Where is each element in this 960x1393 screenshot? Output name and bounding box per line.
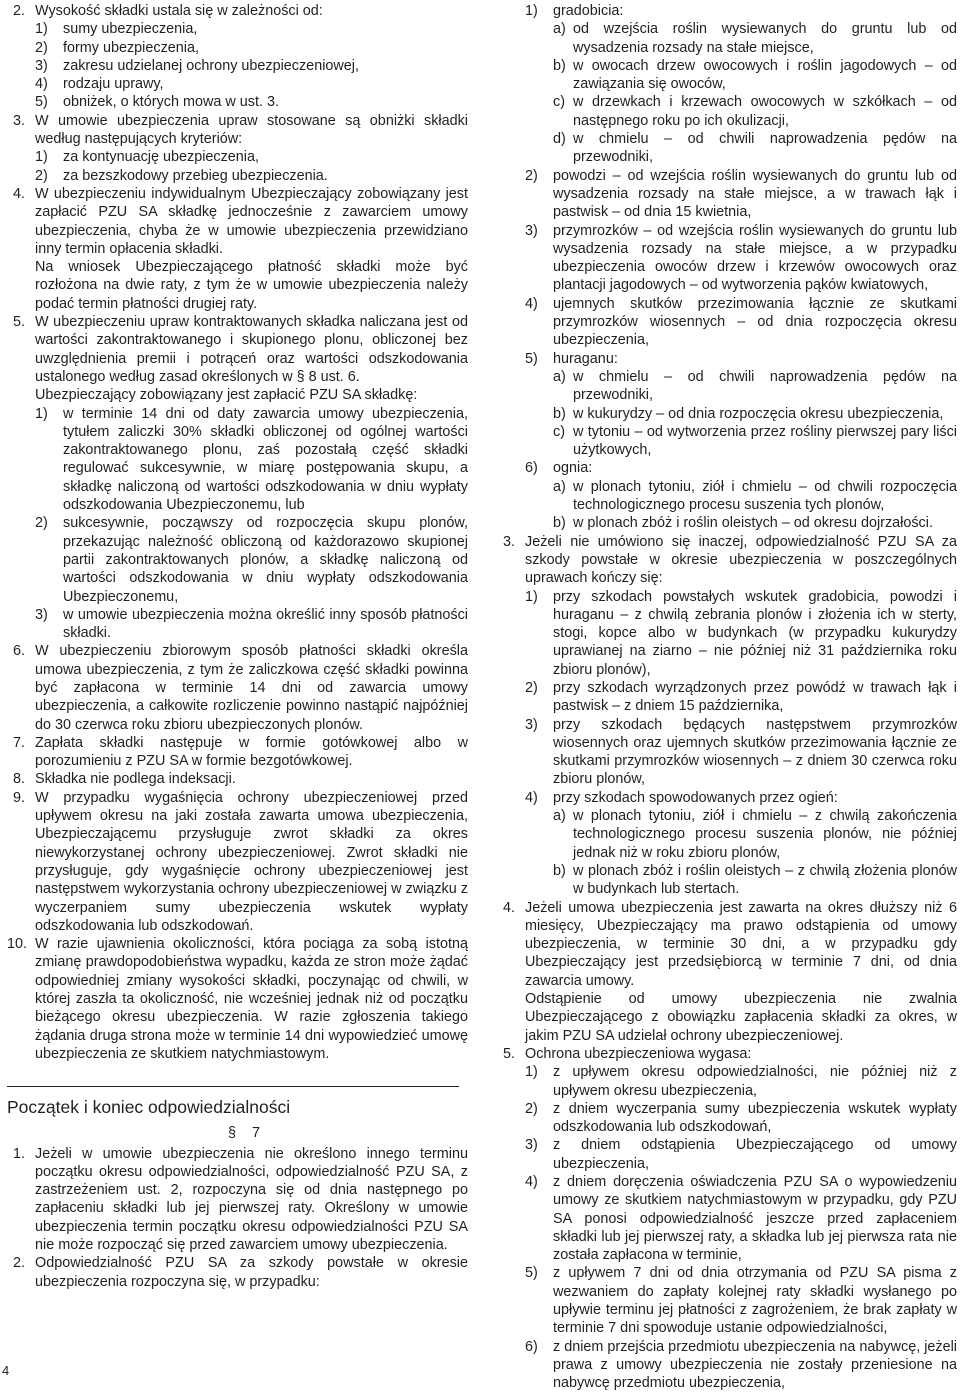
item-text: zakresu udzielanej ochrony ubezpieczeniowej, <box>63 57 359 74</box>
item-number: 5) <box>35 94 48 111</box>
list-item <box>497 57 957 94</box>
item-text: z upływem 7 dni od dnia otrzymania od PZU SA pisma z wezwaniem do zapłaty kolejnej raty składki wysłanego po upływie terminu jej płatności z zagrożeniem, że brak zapłaty w terminie 7 dni spowoduje ustanie odpowiedzialności, <box>553 1265 957 1337</box>
list-item <box>497 93 957 130</box>
left-column <box>7 2 468 1291</box>
item-text: rodzaju uprawy, <box>63 76 164 93</box>
section-number: 7 <box>252 1125 261 1142</box>
item-number: 3) <box>35 57 48 74</box>
list-item <box>7 405 468 515</box>
list-item <box>497 459 957 477</box>
item-number: b) <box>553 57 566 74</box>
item-text: ognia: <box>553 460 593 477</box>
item-number: 6. <box>13 643 26 660</box>
left-items-a <box>7 2 468 1063</box>
item-text: W przypadku wygaśnięcia ochrony ubezpieczeniowej przed upływem okresu na jaki została zawarta umowa ubezpieczenia, Ubezpieczającemu przysługuje zwrot składki za okres niewykorzystanej ochrony ubezpieczeniowej. Zwrot składki nie przysługuje, gdy wygaśnięcie ochrony ubezpieczeniowej jest następstwem wykorzystania ochrony ubezpieczeniowej w związku z wyczerpaniem sumy ubezpieczenia wskutek wypłaty odszkodowania lub odszkodowań. <box>35 789 468 934</box>
item-number: 2. <box>13 1255 26 1272</box>
item-text: w terminie 14 dni od daty zawarcia umowy ubezpieczenia, tytułem zaliczki 30% składki obliczonej od ogólnej wartości zakontraktowanego plonu, zaś pozostałą część składki regulować sukcesywnie, w miarę postępowania skupu, a składkę naliczoną od wartości odszkodowania w dniu wypłaty odszkodowania Ubezpieczonemu, lub <box>63 405 468 514</box>
item-text: w plonach zbóż i roślin oleistych – od okresu dojrzałości. <box>573 515 933 532</box>
list-item <box>7 75 468 93</box>
item-text: w plonach tytoniu, ziół i chmielu – z chwilą zakończenia technologicznego procesu suszenia plonów, nie później jednak niż w roku zbioru plonów, <box>573 808 957 861</box>
item-number: 6) <box>525 460 538 477</box>
item-number: 5. <box>503 1045 516 1062</box>
item-text: Ochrona ubezpieczeniowa wygasa: <box>525 1045 752 1062</box>
item-text: z upływem okresu odpowiedzialności, nie później niż z upływem okresu ubezpieczenia, <box>553 1064 957 1099</box>
item-text: Jeżeli umowa ubezpieczenia jest zawarta na okres dłuższy niż 6 miesięcy, Ubezpieczający ma prawo odstąpienia od umowy ubezpieczenia, w terminie 30 dni, a w przypadku gdy Ubezpieczający jest przedsiębiorcą w terminie 7 dni, od dnia zawarcia umowy. <box>525 899 957 989</box>
list-item <box>497 423 957 460</box>
item-text: przy szkodach będących następstwem przymrozków wiosennych oraz ujemnych skutków przezimowania łącznie ze skutkami przymrozków wiosennych – z dniem 30 czerwca roku zbioru plonów, <box>553 716 957 788</box>
item-text: w tytoniu – od wytworzenia przez rośliny pierwszej pary liści użytkowych, <box>573 423 957 459</box>
list-item <box>497 2 957 20</box>
list-item <box>7 39 468 57</box>
item-text: Na wniosek Ubezpieczającego płatność składki może być rozłożona na dwie raty, z tym że w umowie ubezpieczenia należy podać termin płatności drugiej raty. <box>35 259 468 312</box>
left-items-b <box>7 1145 468 1291</box>
item-text: W ubezpieczeniu upraw kontraktowanych składka naliczana jest od wartości zakontraktowanego i skupionego plonu, obliczonej bez uwzględnienia premii i potrąceń oraz wartości odszkodowania ustalonego według zasad określonych w § 8 ust. 6. <box>35 314 468 385</box>
list-item <box>497 1264 957 1337</box>
list-item <box>497 807 957 862</box>
item-text: sumy ubezpieczenia, <box>63 21 198 38</box>
item-number: b) <box>553 862 566 879</box>
list-item <box>497 1063 957 1100</box>
item-number: 3) <box>35 606 48 623</box>
list-item <box>497 1045 957 1063</box>
item-text: przy szkodach wyrządzonych przez powódź w trawach łąk i pastwisk – z dniem 15 października, <box>553 679 957 715</box>
list-item <box>497 368 957 405</box>
list-item <box>497 1136 957 1173</box>
item-text: w chmielu – od chwili naprowadzenia pędów na przewodniki, <box>573 368 957 404</box>
item-number: 1) <box>525 1064 538 1081</box>
item-number: 2. <box>13 3 26 19</box>
item-text: w drzewkach i krzewach owocowych w szkółkach – od następnego roku po ich okulizacji, <box>573 94 957 129</box>
list-item <box>497 405 957 423</box>
item-text: w plonach tytoniu, ziół i chmielu – od chwili rozpoczęcia technologicznego procesu suszenia tych plonów, <box>573 478 957 514</box>
item-number: c) <box>553 423 565 440</box>
item-text: W umowie ubezpieczenia upraw stosowane są obniżki składki według następujących kryteriów: <box>35 112 468 148</box>
item-text: w plonach zbóż i roślin oleistych – z chwilą złożenia plonów w budynkach lub stertach. <box>573 862 957 898</box>
list-item <box>7 258 468 313</box>
list-item <box>497 478 957 515</box>
section-heading: Początek i koniec odpowiedzialności <box>7 1097 291 1118</box>
section-divider <box>7 1086 459 1087</box>
list-item <box>497 716 957 789</box>
list-item <box>7 789 468 935</box>
item-number: 3) <box>525 222 538 239</box>
item-number: 9. <box>13 789 26 806</box>
list-item <box>497 899 957 990</box>
item-number: b) <box>553 515 566 532</box>
item-number: 2) <box>35 167 48 184</box>
list-item <box>497 1338 957 1393</box>
list-item <box>7 935 468 1063</box>
item-text: Ubezpieczający zobowiązany jest zapłacić PZU SA składkę: <box>35 387 418 404</box>
list-item <box>7 167 468 185</box>
item-number: 8. <box>13 771 26 788</box>
item-number: 6) <box>525 1338 538 1355</box>
item-text: powodzi – od wzejścia roślin wysiewanych do gruntu lub od wysadzenia rozsady na stałe miejsce, a w trawach łąk i pastwisk – od dnia 15 kwietnia, <box>553 167 957 221</box>
list-item <box>497 222 957 295</box>
list-item <box>497 1100 957 1137</box>
list-item <box>7 734 468 771</box>
item-number: 10. <box>7 936 28 953</box>
list-item <box>7 606 468 643</box>
item-number: 5) <box>525 350 538 367</box>
list-item <box>497 514 957 532</box>
list-item <box>497 20 957 57</box>
list-item <box>497 350 957 368</box>
item-number: b) <box>553 405 566 422</box>
list-item <box>497 167 957 222</box>
item-number: 4) <box>525 1174 538 1190</box>
item-text: w umowie ubezpieczenia można określić inny sposób płatności składki. <box>63 606 468 642</box>
item-text: z dniem wyczerpania sumy ubezpieczenia wskutek wypłaty odszkodowania lub odszkodowań, <box>553 1100 957 1136</box>
item-number: 4. <box>503 899 516 916</box>
list-item <box>7 148 468 166</box>
item-text: ujemnych skutków przezimowania łącznie ze skutkami przymrozków wiosennych – od dnia rozpoczęcia okresu ubezpieczenia, <box>553 295 957 349</box>
list-item <box>497 130 957 167</box>
item-text: z dniem doręczenia oświadczenia PZU SA o wypowiedzeniu umowy ze skutkiem natychmiastowym w przypadku, gdy PZU SA ponosi odpowiedzialność jeszcze przed zapłaceniem składki lub jej pierwszej raty, a składka lub jej pierwsza rata nie została zapłacona w terminie, <box>553 1174 957 1264</box>
item-text: z dniem przejścia przedmiotu ubezpieczenia na nabywcę, jeżeli prawa z umowy ubezpieczenia nie zostały przeniesione na nabywcę przedmiotu ubezpieczenia, <box>553 1338 957 1392</box>
item-text: huraganu: <box>553 350 618 367</box>
item-text: przy szkodach spowodowanych przez ogień: <box>553 789 838 806</box>
item-number: 2) <box>525 679 538 696</box>
item-number: a) <box>553 368 566 385</box>
list-item <box>7 185 468 258</box>
item-text: gradobicia: <box>553 3 624 19</box>
item-text: przymrozków – od wzejścia roślin wysiewanych do gruntu lub wysadzenia rozsady na stałe miejsce, a w przypadku ubezpieczenia owoców drzew i krzewów owocowych oraz plantacji jagodowych – od wytworzenia pąków kwiatowych, <box>553 222 957 294</box>
item-number: 3. <box>503 533 516 550</box>
item-text: sukcesywnie, począwszy od rozpoczęcia skupu plonów, przekazując należność obliczoną od każdorazowo skupionej partii zakontraktowanych plonów, a składkę naliczoną od wartości odszkodowania w dniu wypłaty odszkodowania Ubezpieczonemu, <box>63 515 468 605</box>
item-number: 2) <box>35 39 48 56</box>
item-number: 5. <box>13 314 26 331</box>
list-item <box>7 112 468 149</box>
item-number: 1) <box>35 149 48 166</box>
right-items <box>497 2 957 1393</box>
item-text: w owocach drzew owocowych i roślin jagodowych – od zawiązania się owoców, <box>573 57 957 93</box>
item-text: w kukurydzy – od dnia rozpoczęcia okresu ubezpieczenia, <box>573 405 944 422</box>
item-text: przy szkodach powstałych wskutek gradobicia, powodzi i huraganu – z chwilą zebrania plonów i złożenia ich w sterty, stogi, kopce albo w budynkach (w przypadku kukurydzy uprawianej na ziarno – nie później niż 31 października roku zbioru plonów), <box>553 588 957 678</box>
item-number: 4. <box>13 185 26 202</box>
item-number: a) <box>553 478 566 495</box>
item-text: w chmielu – od chwili naprowadzenia pędów na przewodniki, <box>573 131 957 166</box>
list-item <box>497 533 957 588</box>
list-item <box>497 295 957 350</box>
list-item <box>7 57 468 75</box>
item-number: 2) <box>525 1100 538 1117</box>
section-label <box>7 1124 468 1142</box>
list-item <box>7 514 468 605</box>
item-number: 3) <box>525 716 538 733</box>
item-text: W ubezpieczeniu zbiorowym sposób płatności składki określa umowa ubezpieczenia, z tym że zaliczkowa część składki powinna być zapłacona w terminie 14 dni od zawarcia umowy ubezpieczenia, a całkowite rozliczenie powinno nastąpić najpóźniej do 30 czerwca roku zbioru ubezpieczonych plonów. <box>35 643 468 733</box>
item-number: 4) <box>35 76 48 93</box>
item-number: 3. <box>13 112 26 129</box>
list-item <box>7 770 468 788</box>
list-item <box>7 93 468 111</box>
list-item <box>7 1145 468 1255</box>
list-item <box>497 588 957 679</box>
item-number: 2) <box>525 167 538 184</box>
list-item <box>497 679 957 716</box>
section-symbol: § <box>228 1125 237 1142</box>
item-number: 4) <box>525 295 538 312</box>
item-text: Zapłata składki następuje w formie gotówkowej albo w porozumieniu z PZU SA w formie bezgotówkowej. <box>35 734 468 770</box>
item-number: 1) <box>35 405 48 422</box>
item-text: W razie ujawnienia okoliczności, która pociąga za sobą istotną zmianę prawdopodobieństwa wypadku, każda ze stron może żądać odpowiedniej zmiany wysokości składki, poczynając od chwili, w której zaszła ta okoliczność, nie wcześniej jednak niż od początku bieżącego okresu ubezpieczenia. W razie zgłoszenia takiego żądania druga strona może w terminie 14 dni wypowiedzieć umowę ubezpieczenia ze skutkiem natychmiastowym. <box>35 936 468 1062</box>
list-item <box>7 20 468 38</box>
item-number: 1) <box>525 588 538 605</box>
item-text: Wysokość składki ustala się w zależności od: <box>35 3 323 19</box>
list-item <box>7 386 468 404</box>
list-item <box>7 642 468 733</box>
item-text: z dniem odstąpienia Ubezpieczającego od umowy ubezpieczenia, <box>553 1137 957 1172</box>
item-text: za bezszkodowy przebieg ubezpieczenia. <box>63 167 328 184</box>
item-number: 1) <box>35 21 48 38</box>
item-number: 4) <box>525 789 538 806</box>
list-item <box>497 862 957 899</box>
item-number: d) <box>553 131 566 148</box>
item-text: Jeżeli nie umówiono się inaczej, odpowiedzialność PZU SA za szkody powstałe w okresie ubezpieczenia w poszczególnych uprawach kończy się: <box>525 533 957 587</box>
list-item <box>497 789 957 807</box>
list-item <box>497 990 957 1045</box>
item-number: a) <box>553 21 566 38</box>
item-number: 1. <box>13 1145 26 1162</box>
item-number: a) <box>553 808 566 825</box>
right-column <box>497 2 957 1393</box>
item-number: 2) <box>35 515 48 532</box>
item-number: c) <box>553 94 565 111</box>
list-item <box>7 2 468 20</box>
list-item <box>7 1254 468 1291</box>
list-item <box>7 313 468 386</box>
item-text: obniżek, o których mowa w ust. 3. <box>63 94 279 111</box>
list-item <box>497 1173 957 1264</box>
item-number: 5) <box>525 1265 538 1282</box>
item-number: 7. <box>13 734 26 751</box>
item-text: Odstąpienie od umowy ubezpieczenia nie zwalnia Ubezpieczającego z obowiązku zapłacenia składki za okres, w jakim PZU SA udzielał ochrony ubezpieczeniowej. <box>525 991 957 1044</box>
item-number: 1) <box>525 3 538 19</box>
item-text: formy ubezpieczenia, <box>63 39 199 56</box>
item-text: Jeżeli w umowie ubezpieczenia nie określono innego terminu początku okresu odpowiedzialności, odpowiedzialność PZU SA, z zastrzeżeniem ust. 2, rozpoczyna się od dnia następnego po zapłaceniu składki lub jej pierwszej raty. Określony w umowie ubezpieczenia termin początku okresu odpowiedzialności PZU SA nie może rozpocząć się przed zawarciem umowy ubezpieczenia. <box>35 1145 468 1253</box>
item-number: 3) <box>525 1137 538 1154</box>
item-text: Składka nie podlega indeksacji. <box>35 771 236 788</box>
page-number: 4 <box>2 1363 10 1378</box>
item-text: W ubezpieczeniu indywidualnym Ubezpieczający zobowiązany jest zapłacić PZU SA składkę jednocześnie z zawarciem umowy ubezpieczenia, chyba że w umowie ubezpieczenia przewidziano inny termin opłacenia składki. <box>35 185 468 257</box>
item-text: od wzejścia roślin wysiewanych do gruntu lub od wysadzenia rozsady na stałe miejsce, <box>573 21 957 56</box>
item-text: Odpowiedzialność PZU SA za szkody powstałe w okresie ubezpieczenia rozpoczyna się, w przypadku: <box>35 1255 468 1290</box>
item-text: za kontynuację ubezpieczenia, <box>63 149 260 166</box>
